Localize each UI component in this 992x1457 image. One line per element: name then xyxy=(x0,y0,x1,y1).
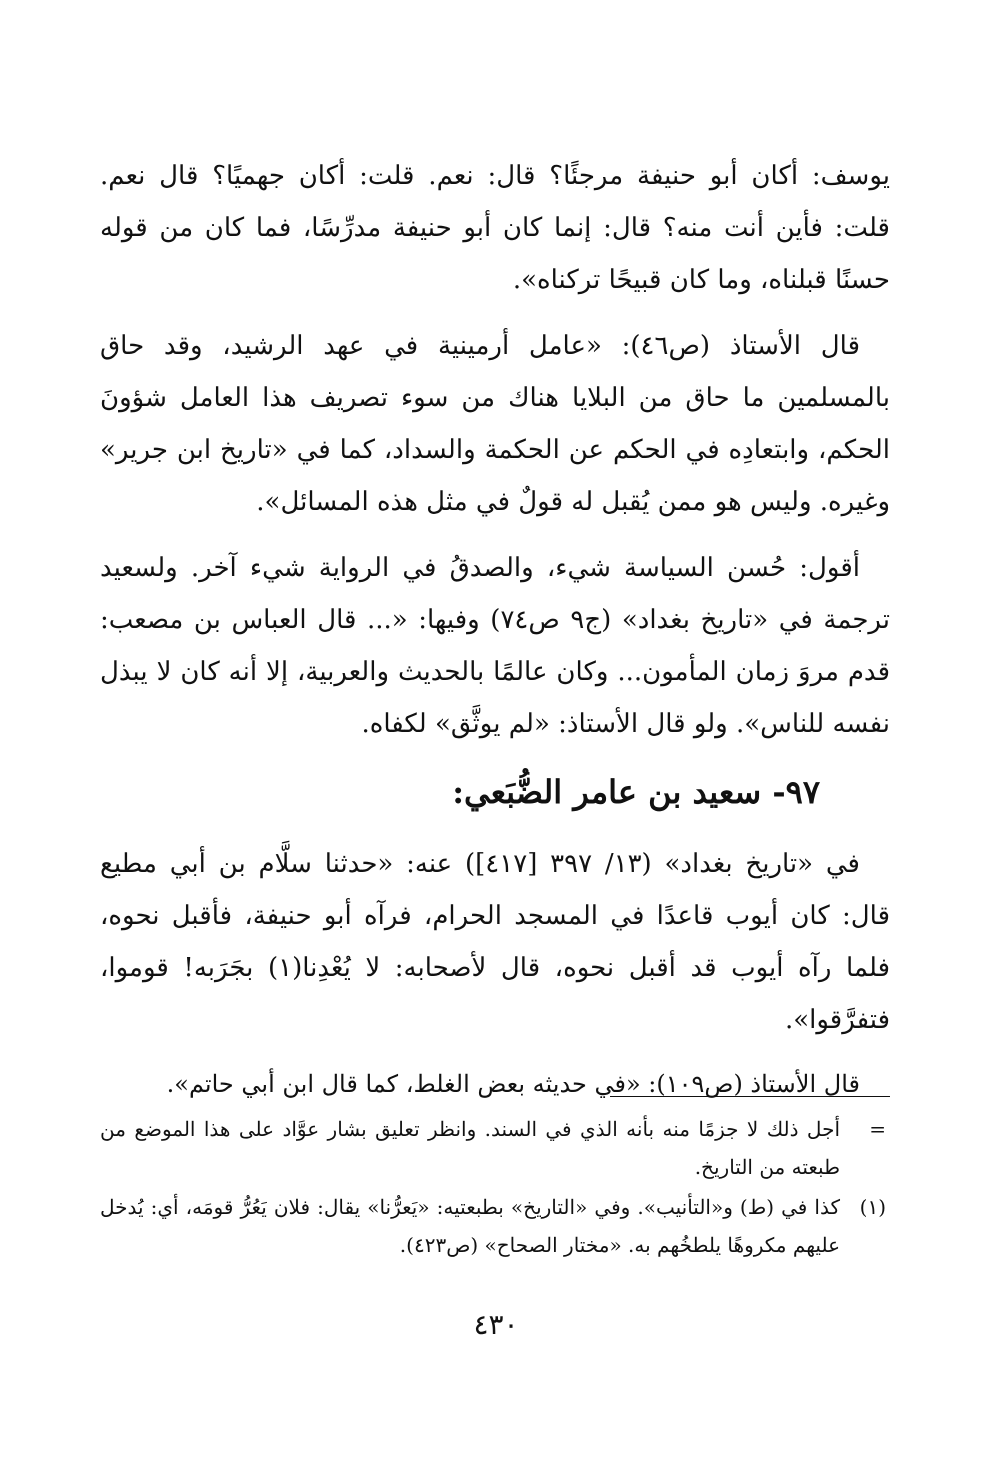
footnote-1 xyxy=(100,1188,890,1264)
entry-heading-97: ٩٧- سعيد بن عامر الضُّبَعي: xyxy=(452,773,820,811)
footnote-mark: = xyxy=(869,1117,886,1141)
footnote-continuation xyxy=(100,1110,890,1186)
paragraph-response: أقول: حُسن السياسة شيء، والصدقُ في الرواية شيء آخر. ولسعيد ترجمة في «تاريخ بغداد» (ج٩ ص٧٤) وفيها: «... قال العباس بن مصعب: قدم مروَ زمان المأمون... وكان عالمًا بالحديث والعربية، إلا أنه كان لا يبذل نفسه للناس». ولو قال الأستاذ: «لم يوثَّق» لكفاه. xyxy=(100,553,891,739)
footnote-mark: (١) xyxy=(859,1195,886,1219)
footnotes xyxy=(100,1110,890,1266)
footnote-divider xyxy=(610,1096,890,1097)
page-body xyxy=(100,150,890,1122)
paragraph-ustadh-quote-109: قال الأستاذ (ص١٠٩): «في حديثه بعض الغلط، كما قال ابن أبي حاتم». xyxy=(166,1070,860,1098)
page-number: ٤٣٠ xyxy=(473,1308,519,1341)
paragraph-tarikh-baghdad-quote: في «تاريخ بغداد» (١٣/ ٣٩٧ [٤١٧]) عنه: «حدثنا سلَّام بن أبي مطيع قال: كان أيوب قاعدًا في المسجد الحرام، فرآه أبو حنيفة، فأقبل نحوه، فلما رآه أيوب قد أقبل نحوه، قال لأصحابه: لا يُعْدِنا(١) بجَرَبه! قوموا، فتفرَّقوا». xyxy=(100,849,891,1035)
footnote-text: أجل ذلك لا جزمًا منه بأنه الذي في السند. وانظر تعليق بشار عوَّاد على هذا الموضع من طبعته من التاريخ. xyxy=(100,1117,840,1179)
paragraph-yusuf-dialogue: يوسف: أكان أبو حنيفة مرجئًا؟ قال: نعم. قلت: أكان جهميًا؟ قال نعم. قلت: فأين أنت منه؟ قال: إنما كان أبو حنيفة مدرِّسًا، فما كان من قوله حسنًا قبلناه، وما كان قبيحًا تركناه». xyxy=(100,161,890,295)
paragraph-ustadh-quote-armenia: قال الأستاذ (ص٤٦): «عامل أرمينية في عهد الرشيد، وقد حاق بالمسلمين ما حاق من البلايا هناك من سوء تصريف هذا العامل شؤونَ الحكم، وابتعادِه في الحكم عن الحكمة والسداد، كما في «تاريخ ابن جرير» وغيره. وليس هو ممن يُقبل له قولٌ في مثل هذه المسائل». xyxy=(100,331,890,517)
footnote-text: كذا في (ط) و«التأنيب». وفي «التاريخ» بطبعتيه: «يَعرُّنا» يقال: فلان يَعُرُّ قومَه، أي: يُدخل عليهم مكروهًا يلطخُهم به. «مختار الصحاح» (ص٤٢٣). xyxy=(100,1195,840,1257)
